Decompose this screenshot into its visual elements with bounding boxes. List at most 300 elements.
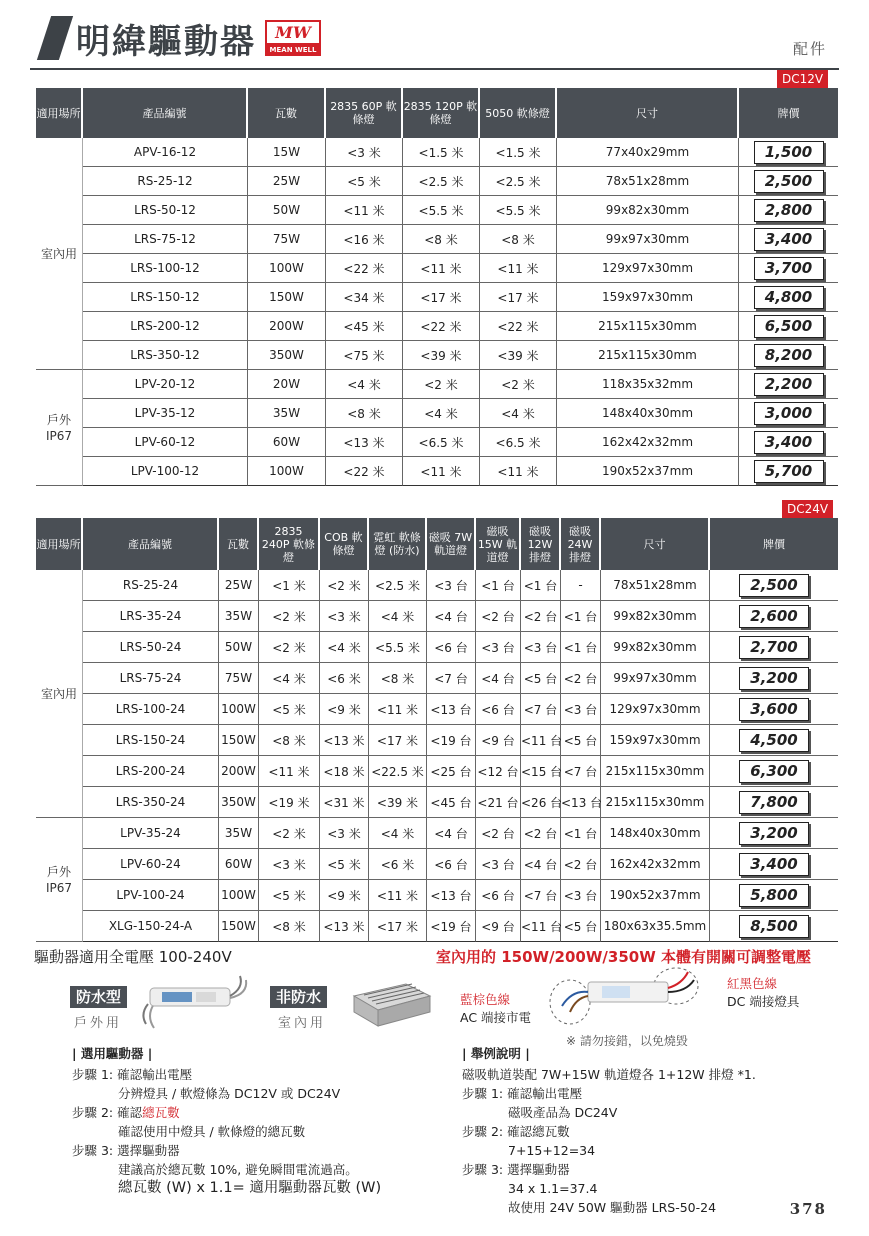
capacity-cell: <4 米 (259, 663, 320, 694)
capacity-cell: <22 米 (326, 254, 403, 283)
capacity-cell: <22 米 (403, 312, 480, 341)
capacity-cell: <11 台 (521, 911, 561, 942)
example-step1: 步驟 1: 確認輸出電壓 (462, 1086, 583, 1101)
capacity-cell: <3 台 (521, 632, 561, 663)
table-header-row (36, 88, 838, 138)
capacity-cell: <26 台 (521, 787, 561, 818)
capacity-cell: <31 米 (320, 787, 369, 818)
table-row (36, 428, 838, 457)
capacity-cell: <1 米 (259, 570, 320, 601)
capacity-cell: <13 台 (427, 694, 476, 725)
capacity-cell: <9 台 (476, 725, 521, 756)
price-box: 3,600 (739, 698, 809, 721)
watt-cell: 350W (219, 787, 259, 818)
section-label: 配件 (792, 40, 827, 58)
column-header: 霓虹 軟條燈 (防水) (369, 518, 427, 570)
capacity-cell: <3 米 (326, 138, 403, 167)
switch-note: 室內用的 150W/200W/350W 本體有開關可調整電壓 (436, 948, 811, 966)
size-cell: 215x115x30mm (557, 312, 739, 341)
table-row (36, 694, 838, 725)
capacity-cell: <5 米 (326, 167, 403, 196)
capacity-cell: <7 台 (561, 756, 601, 787)
table-row (36, 632, 838, 663)
capacity-cell: <4 米 (369, 818, 427, 849)
dc24v-tag: DC24V (782, 500, 833, 518)
capacity-cell: <13 米 (326, 428, 403, 457)
model-cell: LRS-75-12 (83, 225, 248, 254)
price-cell (710, 694, 838, 725)
column-header: 2835 60P 軟條燈 (326, 88, 403, 138)
price-box: 3,700 (754, 257, 824, 280)
size-cell: 215x115x30mm (557, 341, 739, 370)
example-conclusion: 故使用 24V 50W 驅動器 LRS-50-24 (508, 1200, 717, 1215)
size-cell: 99x97x30mm (557, 225, 739, 254)
capacity-cell: <3 米 (320, 818, 369, 849)
dc12v-tag: DC12V (777, 70, 828, 88)
price-cell (710, 570, 838, 601)
size-cell: 215x115x30mm (601, 787, 710, 818)
price-box: 2,500 (754, 170, 824, 193)
capacity-cell: <7 台 (521, 694, 561, 725)
capacity-cell: <1.5 米 (480, 138, 557, 167)
capacity-cell: <2.5 米 (480, 167, 557, 196)
title-slash-decoration (37, 16, 73, 60)
price-box: 4,800 (754, 286, 824, 309)
header-divider (30, 68, 839, 70)
capacity-cell: <5 台 (521, 663, 561, 694)
table-row (36, 849, 838, 880)
capacity-cell: <2 台 (561, 663, 601, 694)
capacity-cell: <8 米 (480, 225, 557, 254)
table-row (36, 167, 838, 196)
capacity-cell: <13 米 (320, 911, 369, 942)
model-cell: RS-25-24 (83, 570, 219, 601)
model-cell: LRS-350-12 (83, 341, 248, 370)
table-header-row (36, 518, 838, 570)
model-cell: LPV-20-12 (83, 370, 248, 399)
capacity-cell: <16 米 (326, 225, 403, 254)
model-cell: XLG-150-24-A (83, 911, 219, 942)
capacity-cell: <1.5 米 (403, 138, 480, 167)
price-box: 1,500 (754, 141, 824, 164)
model-cell: LRS-350-24 (83, 787, 219, 818)
capacity-cell: <1 台 (521, 570, 561, 601)
capacity-cell: <45 台 (427, 787, 476, 818)
price-box: 2,500 (739, 574, 809, 597)
page-title: 明緯驅動器 (76, 22, 256, 62)
capacity-cell: <5.5 米 (369, 632, 427, 663)
column-header: 2835 120P 軟條燈 (403, 88, 480, 138)
capacity-cell: <5.5 米 (480, 196, 557, 225)
capacity-cell: <3 米 (320, 601, 369, 632)
capacity-cell: <2.5 米 (369, 570, 427, 601)
capacity-cell: <4 米 (403, 399, 480, 428)
size-cell: 180x63x35.5mm (601, 911, 710, 942)
capacity-cell: <9 米 (320, 880, 369, 911)
wiring-warning: ※ 請勿接錯，以免燒毀 (566, 1034, 688, 1048)
capacity-cell: <34 米 (326, 283, 403, 312)
select-step3-detail: 建議高於總瓦數 10%, 避免瞬間電流過高。 (118, 1162, 358, 1177)
capacity-cell: <2 台 (521, 818, 561, 849)
price-cell (739, 457, 838, 486)
capacity-cell: <6 台 (427, 849, 476, 880)
size-cell: 77x40x29mm (557, 138, 739, 167)
watt-cell: 100W (248, 457, 326, 486)
capacity-cell: <11 米 (326, 196, 403, 225)
capacity-cell: <3 台 (476, 632, 521, 663)
capacity-cell: <1 台 (476, 570, 521, 601)
table-row (36, 196, 838, 225)
capacity-cell: <5 台 (561, 911, 601, 942)
size-cell: 78x51x28mm (557, 167, 739, 196)
table-row (36, 341, 838, 370)
capacity-cell: - (561, 570, 601, 601)
table-row (36, 283, 838, 312)
column-header: 尺寸 (601, 518, 710, 570)
capacity-cell: <1 台 (561, 632, 601, 663)
example-step3: 步驟 3: 選擇驅動器 (462, 1162, 570, 1177)
select-step2-prefix: 步驟 2: 確認 (72, 1105, 143, 1120)
capacity-cell: <25 台 (427, 756, 476, 787)
table-row (36, 787, 838, 818)
column-header: 牌價 (710, 518, 838, 570)
example-step3-detail: 34 x 1.1=37.4 (508, 1181, 598, 1196)
price-box: 6,500 (754, 315, 824, 338)
capacity-cell: <2 台 (521, 601, 561, 632)
table-row (36, 254, 838, 283)
capacity-cell: <11 台 (521, 725, 561, 756)
table-row (36, 663, 838, 694)
place-cell: 戶外 IP67 (36, 818, 83, 942)
column-header: 瓦數 (248, 88, 326, 138)
capacity-cell: <6.5 米 (480, 428, 557, 457)
watt-cell: 100W (219, 880, 259, 911)
capacity-cell: <13 台 (561, 787, 601, 818)
capacity-cell: <2 米 (259, 601, 320, 632)
capacity-cell: <11 米 (369, 694, 427, 725)
capacity-cell: <13 米 (320, 725, 369, 756)
watt-cell: 60W (248, 428, 326, 457)
select-step1-detail: 分辨燈具 / 軟燈條為 DC12V 或 DC24V (118, 1086, 341, 1101)
place-cell: 室內用 (36, 570, 83, 818)
watt-cell: 25W (219, 570, 259, 601)
capacity-cell: <5 台 (561, 725, 601, 756)
capacity-cell: <2 台 (476, 818, 521, 849)
model-cell: LRS-35-24 (83, 601, 219, 632)
non-waterproof-driver-image (346, 974, 436, 1030)
example-line0: 磁吸軌道裝配 7W+15W 軌道燈各 1+12W 排燈 *1. (462, 1067, 756, 1082)
capacity-cell: <21 台 (476, 787, 521, 818)
select-step2 (72, 1103, 381, 1122)
select-formula: 總瓦數 (W) x 1.1= 適用驅動器瓦數 (W) (118, 1180, 382, 1196)
ac-note: AC 端接市電 (460, 1010, 532, 1025)
watt-cell: 35W (219, 601, 259, 632)
capacity-cell: <75 米 (326, 341, 403, 370)
column-header: 磁吸 15W 軌道燈 (476, 518, 521, 570)
size-cell: 129x97x30mm (601, 694, 710, 725)
price-cell (710, 880, 838, 911)
blue-brown-wire-label: 藍棕色線 (460, 992, 511, 1007)
watt-cell: 50W (219, 632, 259, 663)
capacity-cell: <8 米 (326, 399, 403, 428)
capacity-cell: <11 米 (403, 457, 480, 486)
column-header: 產品編號 (83, 518, 219, 570)
capacity-cell: <13 台 (427, 880, 476, 911)
capacity-cell: <7 台 (427, 663, 476, 694)
select-driver-steps (72, 1044, 381, 1198)
capacity-cell: <6 台 (476, 880, 521, 911)
capacity-cell: <6 台 (427, 632, 476, 663)
dc-note: DC 端接燈具 (727, 994, 800, 1009)
price-box: 3,200 (739, 822, 809, 845)
column-header: 適用場所 (36, 518, 83, 570)
price-box: 2,700 (739, 636, 809, 659)
watt-cell: 200W (248, 312, 326, 341)
voltage-note: 驅動器適用全電壓 100-240V (34, 948, 232, 966)
non-waterproof-sub: 室內用 (278, 1016, 327, 1031)
capacity-cell: <6 台 (476, 694, 521, 725)
table-row (36, 756, 838, 787)
watt-cell: 100W (219, 694, 259, 725)
page-header (0, 0, 869, 70)
capacity-cell: <17 米 (480, 283, 557, 312)
select-heading: | 選用驅動器 | (72, 1046, 153, 1061)
model-cell: LRS-75-24 (83, 663, 219, 694)
capacity-cell: <11 米 (259, 756, 320, 787)
logo-mark: MW (265, 20, 321, 45)
capacity-cell: <4 米 (320, 632, 369, 663)
price-cell (739, 225, 838, 254)
capacity-cell: <2.5 米 (403, 167, 480, 196)
watt-cell: 20W (248, 370, 326, 399)
column-header: 牌價 (739, 88, 838, 138)
size-cell: 162x42x32mm (601, 849, 710, 880)
watt-cell: 60W (219, 849, 259, 880)
wiring-driver-image (548, 966, 708, 1030)
watt-cell: 75W (219, 663, 259, 694)
price-box: 8,500 (739, 915, 809, 938)
price-cell (739, 196, 838, 225)
table-row (36, 225, 838, 254)
table-row (36, 399, 838, 428)
model-cell: LRS-100-12 (83, 254, 248, 283)
capacity-cell: <5 米 (259, 880, 320, 911)
model-cell: LRS-100-24 (83, 694, 219, 725)
capacity-cell: <2 米 (403, 370, 480, 399)
select-step1: 步驟 1: 確認輸出電壓 (72, 1067, 193, 1082)
price-box: 2,200 (754, 373, 824, 396)
capacity-cell: <17 米 (369, 911, 427, 942)
waterproof-driver-image (140, 974, 250, 1030)
capacity-cell: <22 米 (326, 457, 403, 486)
capacity-cell: <3 台 (476, 849, 521, 880)
capacity-cell: <19 米 (259, 787, 320, 818)
watt-cell: 150W (219, 911, 259, 942)
dc12v-spec-table (36, 88, 838, 486)
size-cell: 99x97x30mm (601, 663, 710, 694)
capacity-cell: <22.5 米 (369, 756, 427, 787)
capacity-cell: <45 米 (326, 312, 403, 341)
watt-cell: 35W (219, 818, 259, 849)
model-cell: LPV-35-12 (83, 399, 248, 428)
price-cell (710, 787, 838, 818)
dc24v-spec-table (36, 518, 838, 942)
capacity-cell: <19 台 (427, 911, 476, 942)
price-cell (739, 399, 838, 428)
capacity-cell: <9 台 (476, 911, 521, 942)
price-cell (710, 911, 838, 942)
select-step3: 步驟 3: 選擇驅動器 (72, 1143, 180, 1158)
place-cell: 戶外 IP67 (36, 370, 83, 486)
model-cell: LRS-200-24 (83, 756, 219, 787)
capacity-cell: <3 台 (561, 694, 601, 725)
price-box: 3,400 (754, 228, 824, 251)
capacity-cell: <17 米 (369, 725, 427, 756)
meanwell-logo (265, 20, 321, 56)
capacity-cell: <11 米 (480, 457, 557, 486)
logo-name: MEAN WELL (265, 45, 321, 56)
page-number: 378 (789, 1200, 827, 1218)
example-step2: 步驟 2: 確認總瓦數 (462, 1124, 570, 1139)
model-cell: LRS-50-12 (83, 196, 248, 225)
price-cell (710, 663, 838, 694)
model-cell: LRS-150-24 (83, 725, 219, 756)
model-cell: RS-25-12 (83, 167, 248, 196)
column-header: 5050 軟條燈 (480, 88, 557, 138)
price-box: 6,300 (739, 760, 809, 783)
watt-cell: 75W (248, 225, 326, 254)
price-box: 2,600 (739, 605, 809, 628)
capacity-cell: <2 米 (259, 818, 320, 849)
waterproof-sub: 戶外用 (74, 1016, 123, 1031)
price-cell (710, 818, 838, 849)
example-steps (462, 1044, 756, 1217)
capacity-cell: <8 米 (259, 725, 320, 756)
watt-cell: 350W (248, 341, 326, 370)
model-cell: LRS-50-24 (83, 632, 219, 663)
size-cell: 215x115x30mm (601, 756, 710, 787)
capacity-cell: <2 米 (480, 370, 557, 399)
capacity-cell: <12 台 (476, 756, 521, 787)
capacity-cell: <4 米 (326, 370, 403, 399)
capacity-cell: <39 米 (480, 341, 557, 370)
capacity-cell: <5 米 (320, 849, 369, 880)
column-header: 2835 240P 軟條燈 (259, 518, 320, 570)
price-cell (710, 725, 838, 756)
price-cell (739, 428, 838, 457)
capacity-cell: <11 米 (369, 880, 427, 911)
capacity-cell: <2 台 (476, 601, 521, 632)
price-box: 3,400 (754, 431, 824, 454)
column-header: 瓦數 (219, 518, 259, 570)
price-box: 5,700 (754, 460, 824, 483)
capacity-cell: <18 米 (320, 756, 369, 787)
capacity-cell: <4 米 (480, 399, 557, 428)
select-step2-red: 總瓦數 (142, 1105, 180, 1120)
table-row (36, 601, 838, 632)
column-header: 適用場所 (36, 88, 83, 138)
model-cell: LPV-60-12 (83, 428, 248, 457)
capacity-cell: <3 米 (259, 849, 320, 880)
price-cell (739, 283, 838, 312)
size-cell: 99x82x30mm (557, 196, 739, 225)
capacity-cell: <22 米 (480, 312, 557, 341)
watt-cell: 200W (219, 756, 259, 787)
watt-cell: 25W (248, 167, 326, 196)
price-box: 3,000 (754, 402, 824, 425)
capacity-cell: <39 米 (369, 787, 427, 818)
capacity-cell: <17 米 (403, 283, 480, 312)
capacity-cell: <4 台 (427, 818, 476, 849)
capacity-cell: <1 台 (561, 601, 601, 632)
table-row (36, 312, 838, 341)
price-box: 5,800 (739, 884, 809, 907)
capacity-cell: <5 米 (259, 694, 320, 725)
size-cell: 190x52x37mm (601, 880, 710, 911)
model-cell: LRS-200-12 (83, 312, 248, 341)
size-cell: 190x52x37mm (557, 457, 739, 486)
size-cell: 99x82x30mm (601, 601, 710, 632)
capacity-cell: <5.5 米 (403, 196, 480, 225)
price-cell (739, 312, 838, 341)
price-cell (739, 138, 838, 167)
column-header: COB 軟條燈 (320, 518, 369, 570)
capacity-cell: <39 米 (403, 341, 480, 370)
select-step2-detail: 確認使用中燈具 / 軟條燈的總瓦數 (118, 1124, 306, 1139)
capacity-cell: <2 米 (259, 632, 320, 663)
example-step1-detail: 磁吸產品為 DC24V (508, 1105, 618, 1120)
table-row (36, 818, 838, 849)
capacity-cell: <2 台 (561, 849, 601, 880)
table-row (36, 370, 838, 399)
capacity-cell: <4 台 (476, 663, 521, 694)
watt-cell: 35W (248, 399, 326, 428)
size-cell: 159x97x30mm (601, 725, 710, 756)
watt-cell: 150W (248, 283, 326, 312)
model-cell: APV-16-12 (83, 138, 248, 167)
price-cell (739, 254, 838, 283)
size-cell: 162x42x32mm (557, 428, 739, 457)
capacity-cell: <9 米 (320, 694, 369, 725)
size-cell: 78x51x28mm (601, 570, 710, 601)
red-black-wire-label: 紅黑色線 (727, 976, 778, 991)
price-cell (739, 341, 838, 370)
capacity-cell: <19 台 (427, 725, 476, 756)
capacity-cell: <8 米 (259, 911, 320, 942)
capacity-cell: <2 米 (320, 570, 369, 601)
capacity-cell: <3 台 (427, 570, 476, 601)
column-header: 磁吸 24W 排燈 (561, 518, 601, 570)
waterproof-badge: 防水型 (70, 986, 127, 1008)
price-cell (710, 756, 838, 787)
example-heading: | 舉例說明 | (462, 1046, 530, 1061)
price-box: 4,500 (739, 729, 809, 752)
capacity-cell: <4 台 (521, 849, 561, 880)
model-cell: LPV-60-24 (83, 849, 219, 880)
place-cell: 室內用 (36, 138, 83, 370)
size-cell: 148x40x30mm (601, 818, 710, 849)
price-cell (710, 601, 838, 632)
capacity-cell: <3 台 (561, 880, 601, 911)
capacity-cell: <4 米 (369, 601, 427, 632)
watt-cell: 150W (219, 725, 259, 756)
size-cell: 99x82x30mm (601, 632, 710, 663)
price-box: 3,200 (739, 667, 809, 690)
table-row (36, 570, 838, 601)
table-row (36, 911, 838, 942)
capacity-cell: <6 米 (369, 849, 427, 880)
capacity-cell: <1 台 (561, 818, 601, 849)
